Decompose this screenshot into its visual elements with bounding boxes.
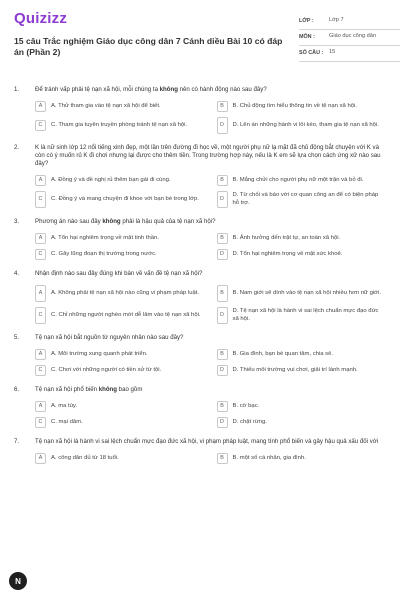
option-text: A. công dân đủ từ 18 tuổi.	[51, 454, 119, 461]
question-text-pre: Để tránh vấp phải tệ nạn xã hội, mỗi chúng ta	[35, 86, 160, 93]
option-text: D. Thiếu môi trường vui chơi, giải trí lành mạnh.	[232, 366, 358, 373]
question-number: 5.	[14, 334, 20, 341]
answer-option[interactable]	[35, 101, 205, 112]
question-item	[14, 144, 386, 208]
answer-option[interactable]	[217, 191, 387, 208]
option-letter-badge: D	[217, 191, 228, 208]
question-item	[14, 386, 386, 428]
question-text	[35, 86, 267, 94]
option-letter-badge: B	[217, 285, 228, 302]
option-letter-badge: C	[35, 191, 46, 208]
question-text-pre: Tệ nạn xã hội là hành vi sai lệch chuẩn mực đạo đức xã hội, vi phạm pháp luật, mang tính phổ biến và gây hậu quả xấu đối với	[35, 438, 379, 445]
answer-option[interactable]	[217, 417, 387, 428]
question-text-pre: Tệ nạn xã hội phổ biến	[35, 386, 99, 393]
option-text: B. Nam giới sẽ dính vào tệ nạn xã hội nhiều hơn nữ giới.	[232, 289, 381, 296]
answer-options	[35, 401, 386, 428]
question-stem	[14, 270, 386, 278]
answer-option[interactable]	[35, 453, 205, 464]
question-text-bold: không	[98, 386, 117, 393]
option-letter-badge: B	[217, 233, 228, 244]
option-letter-badge: C	[35, 365, 46, 376]
option-letter-badge: A	[35, 453, 46, 464]
meta-value: Lớp 7	[329, 17, 344, 23]
answer-options	[35, 175, 386, 208]
option-letter-badge: A	[35, 101, 46, 112]
option-letter-badge: A	[35, 285, 46, 302]
option-text: D. Lên án những hành vi lôi kéo, tham gia tệ nạn xã hội.	[232, 121, 379, 128]
answer-option[interactable]	[35, 349, 205, 360]
answer-options	[35, 349, 386, 376]
option-text: B. Chủ động tìm hiểu thông tin về tệ nạn xã hội.	[232, 102, 357, 109]
option-text: D. Tổn hại nghiêm trọng về mặt sức khoẻ.	[232, 250, 343, 257]
answer-option[interactable]	[217, 285, 387, 302]
question-text-pre: Tệ nạn xã hội bắt nguồn từ nguyên nhân nào sau đây?	[35, 334, 184, 341]
answer-options	[35, 453, 386, 464]
option-text: B. một số cá nhân, gia đình.	[232, 454, 306, 461]
option-text: A. Đồng ý và đề nghị rủ thêm bạn gái đi cùng.	[51, 176, 171, 183]
question-text-bold: không	[159, 86, 178, 93]
worksheet-header	[14, 10, 386, 76]
option-text: A. Không phải tệ nạn xã hội nào cũng vi phạm pháp luật.	[51, 289, 200, 296]
answer-option[interactable]	[217, 175, 387, 186]
option-text: B. cờ bạc.	[232, 402, 260, 409]
answer-options	[35, 233, 386, 260]
option-letter-badge: A	[35, 175, 46, 186]
question-text-bold: không	[102, 218, 121, 225]
meta-key: LỚP :	[299, 18, 314, 24]
question-text	[35, 334, 183, 342]
option-letter-badge: D	[217, 307, 228, 324]
option-text: C. Tham gia tuyên truyền phòng tránh tệ nạn xã hội.	[51, 121, 188, 128]
option-letter-badge: D	[217, 249, 228, 260]
option-letter-badge: D	[217, 117, 228, 134]
brand-logo: Quizizz	[14, 10, 68, 27]
option-text: B. Mắng chửi cho người phụ nữ một trận và bỏ đi.	[232, 176, 364, 183]
question-item	[14, 218, 386, 260]
meta-row	[299, 46, 400, 62]
option-text: C. mại dâm.	[51, 418, 83, 425]
question-item	[14, 270, 386, 324]
option-letter-badge: A	[35, 233, 46, 244]
option-letter-badge: D	[217, 417, 228, 428]
answer-option[interactable]	[217, 453, 387, 464]
answer-option[interactable]	[35, 175, 205, 186]
answer-option[interactable]	[217, 307, 387, 324]
question-stem	[14, 334, 386, 342]
answer-option[interactable]	[217, 365, 387, 376]
option-text: C. Chơi với những người có tiền sử từ tội.	[51, 366, 162, 373]
option-letter-badge: B	[217, 453, 228, 464]
question-stem	[14, 386, 386, 394]
option-text: D. chặt rừng.	[232, 418, 267, 425]
answer-option[interactable]	[217, 101, 387, 112]
answer-option[interactable]	[217, 401, 387, 412]
brand-badge-icon[interactable]: N	[9, 572, 27, 590]
question-text-pre: Nhận định nào sau đây đúng khi bàn về vấn đề tệ nạn xã hội?	[35, 270, 203, 277]
option-text: A. Thử tham gia vào tệ nạn xã hội để biết.	[51, 102, 161, 109]
question-item	[14, 334, 386, 376]
question-text	[35, 270, 202, 278]
question-list	[14, 86, 386, 474]
answer-option[interactable]	[217, 249, 387, 260]
option-text: B. Ảnh hưởng đến trật tự, an toàn xã hội.	[232, 234, 341, 241]
question-number: 6.	[14, 386, 20, 393]
option-text: C. Gây lũng đoạn thị trường trong nước.	[51, 250, 157, 257]
option-letter-badge: C	[35, 249, 46, 260]
meta-key: MÔN :	[299, 34, 315, 40]
option-text: C. Đồng ý và mang chuyện đi khoe với bạn bè trong lớp.	[51, 195, 199, 202]
answer-option[interactable]	[217, 233, 387, 244]
question-text	[35, 218, 216, 226]
option-text: A. Tổn hại nghiêm trọng về mặt tinh thần.	[51, 234, 159, 241]
question-text	[35, 438, 378, 446]
question-stem	[14, 144, 386, 168]
question-number: 4.	[14, 270, 20, 277]
answer-option[interactable]	[217, 349, 387, 360]
question-text-post: nên có hành động nào sau đây?	[177, 86, 267, 93]
option-letter-badge: C	[35, 307, 46, 324]
page-title: 15 câu Trắc nghiệm Giáo dục công dân 7 Cánh diều Bài 10 có đáp án (Phần 2)	[14, 36, 283, 57]
answer-option[interactable]	[35, 401, 205, 412]
answer-option[interactable]	[35, 417, 205, 428]
question-stem	[14, 218, 386, 226]
question-number: 7.	[14, 438, 20, 445]
option-text: D. Tệ nạn xã hội là hành vi sai lệch chuẩn mực đạo đức xã hội.	[232, 308, 379, 322]
option-letter-badge: B	[217, 101, 228, 112]
question-number: 1.	[14, 86, 20, 93]
answer-option[interactable]	[35, 191, 205, 208]
option-letter-badge: B	[217, 349, 228, 360]
meta-row	[299, 30, 400, 46]
option-letter-badge: B	[217, 401, 228, 412]
question-text-post: phải là hậu quả của tệ nạn xã hội?	[120, 218, 216, 225]
question-number: 2.	[14, 144, 20, 151]
question-item	[14, 86, 386, 134]
answer-option[interactable]	[35, 249, 205, 260]
option-letter-badge: B	[217, 175, 228, 186]
question-number: 3.	[14, 218, 20, 225]
question-item	[14, 438, 386, 464]
answer-option[interactable]	[35, 117, 205, 134]
question-text	[35, 386, 142, 394]
option-text: D. Từ chối và báo với cơ quan công an để có biện pháp hỗ trợ.	[232, 192, 379, 206]
answer-option[interactable]	[217, 117, 387, 134]
question-stem	[14, 86, 386, 94]
meta-table	[299, 14, 400, 62]
answer-options	[35, 285, 386, 324]
question-stem	[14, 438, 386, 446]
meta-key: SỐ CÂU :	[299, 50, 324, 56]
meta-row	[299, 14, 400, 30]
question-text-pre: Phương án nào sau đây	[35, 218, 103, 225]
option-letter-badge: C	[35, 120, 46, 131]
answer-option[interactable]	[35, 285, 205, 302]
question-text-pre: K là nữ sinh lớp 12 nổi tiếng xinh đẹp, một lần trên đường đi học về, một người phụ nữ lạ mặt đã chủ động bắt chuyện với K và còn có ý muốn rủ K đi chơi nhưng lại được cho thêm tiền. Trong trường hợp này, nếu là K em sẽ lựa chọn cách ứng xử nào sau đây?	[35, 144, 381, 167]
question-text	[35, 144, 386, 168]
answer-option[interactable]	[35, 307, 205, 324]
answer-option[interactable]	[35, 365, 205, 376]
question-text-post: bao gồm	[116, 386, 143, 393]
option-letter-badge: A	[35, 349, 46, 360]
option-text: C. Chỉ những người nghèo mới dễ lâm vào tệ nạn xã hội.	[51, 311, 201, 318]
meta-value: Giáo dục công dân	[329, 33, 376, 39]
option-letter-badge: A	[35, 401, 46, 412]
option-text: B. Gia đình, bạn bè quan tâm, chia sẻ.	[232, 350, 334, 357]
option-letter-badge: D	[217, 365, 228, 376]
option-text: A. Môi trường xung quanh phát triển.	[51, 350, 148, 357]
answer-option[interactable]	[35, 233, 205, 244]
option-letter-badge: C	[35, 417, 46, 428]
answer-options	[35, 101, 386, 134]
meta-value: 15	[329, 49, 336, 55]
option-text: A. ma túy.	[51, 402, 78, 409]
